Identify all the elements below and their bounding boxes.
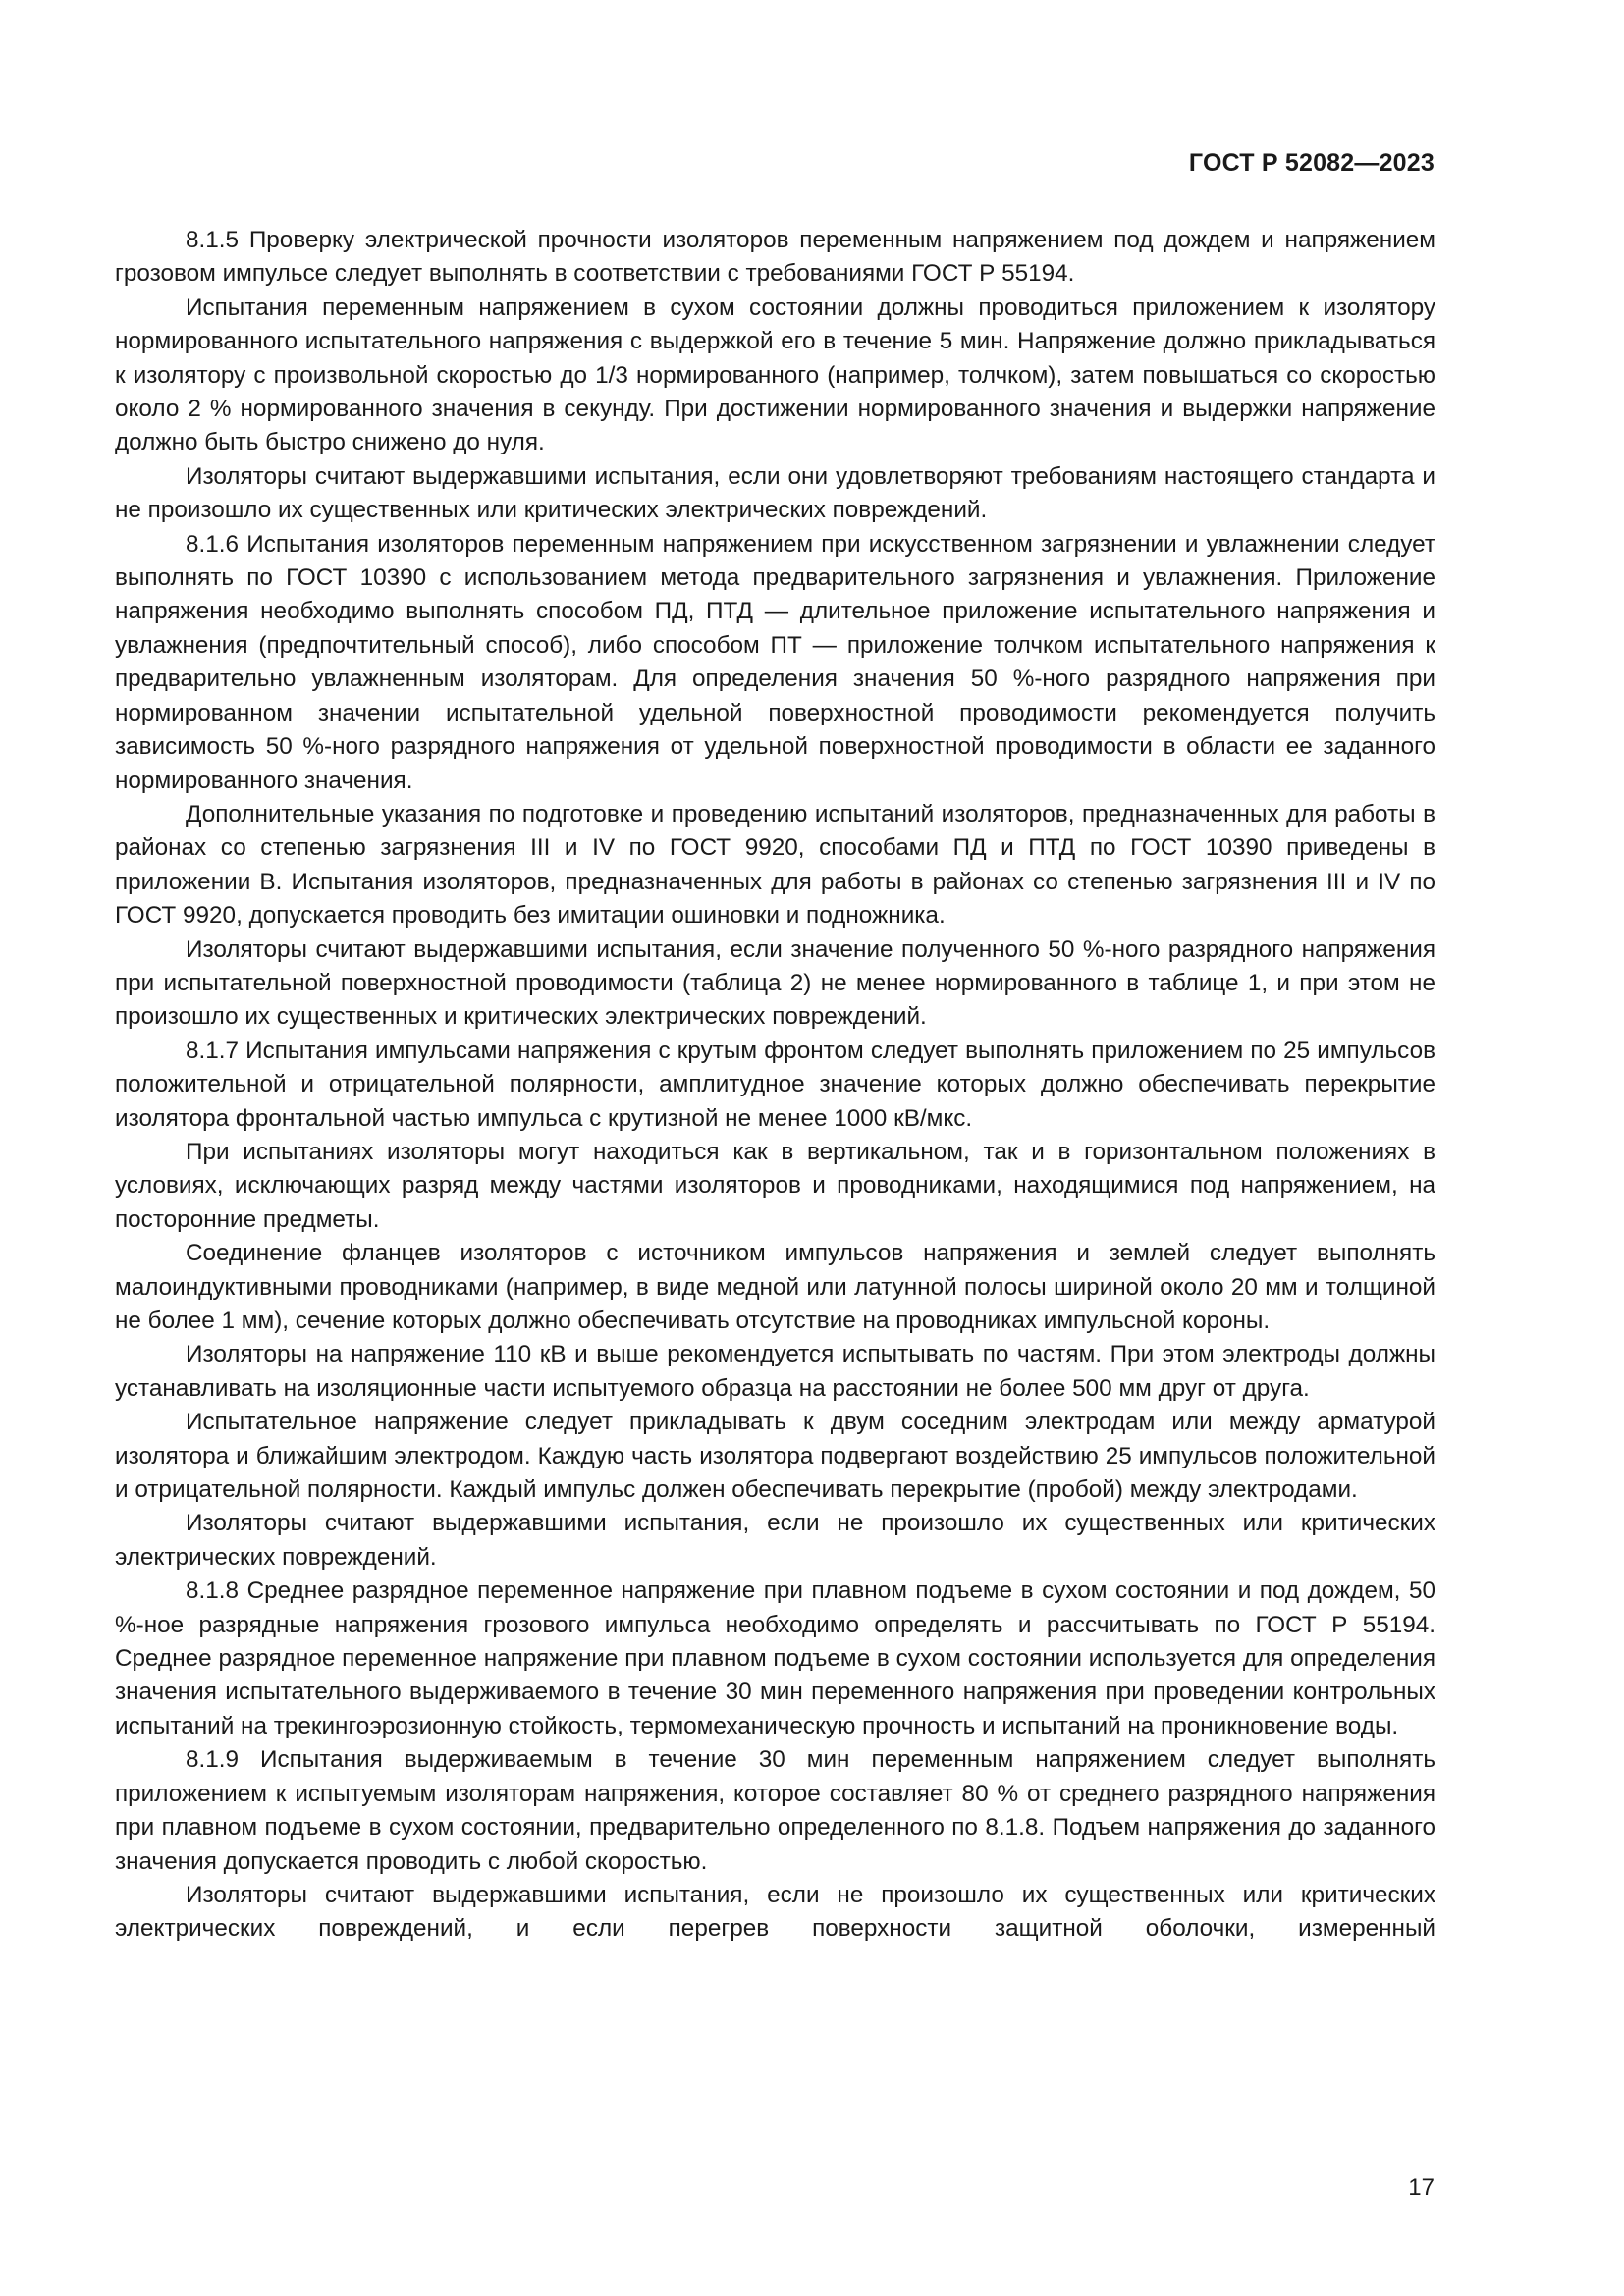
paragraph-8-1-6: 8.1.6 Испытания изоляторов переменным напряжением при искусственном загрязнении и увлажнении следует выполнять по ГОСТ 10390 с использованием метода предварительного загрязнения и увлажнения. Приложение напряжения необходимо выполнять способом ПД, ПТД — длительное приложение испытательного напряжения и увлажнения (предпочтительный способ), либо способом ПТ — приложение толчком испытательного напряжения к предварительно увлажненным изоляторам. Для определения значения 50 %-ного разрядного напряжения при нормированном значении испытательной удельной поверхностной проводимости рекомендуется получить зависимость 50 %-ного разрядного напряжения от удельной поверхностной проводимости в области ее заданного нормированного значения.: [115, 530, 1435, 794]
paragraph: Изоляторы на напряжение 110 кВ и выше рекомендуется испытывать по частям. При этом электроды должны устанавливать на изоляционные части испытуемого образца на расстоянии не более 500 мм друг от друга.: [115, 1341, 1435, 1402]
paragraph: Соединение фланцев изоляторов с источником импульсов напряжения и землей следует выполнять малоиндуктивными проводниками (например, в виде медной или латунной полосы шириной около 20 мм и толщиной не более 1 мм), сечение которых должно обеспечивать отсутствие на проводниках импульсной короны.: [115, 1240, 1435, 1334]
paragraph: При испытаниях изоляторы могут находиться как в вертикальном, так и в горизонтальном положениях в условиях, исключающих разряд между частями изоляторов и проводниками, находящимися под напряжением, на посторонние предметы.: [115, 1138, 1435, 1233]
body-text: [115, 224, 1435, 1947]
paragraph: Изоляторы считают выдержавшими испытания, если не произошло их существенных или критических электрических повреждений.: [115, 1510, 1435, 1571]
paragraph: Изоляторы считают выдержавшими испытания, если значение полученного 50 %-ного разрядного напряжения при испытательной поверхностной проводимости (таблица 2) не менее нормированного в таблице 1, и при этом не произошло их существенных и критических электрических повреждений.: [115, 935, 1435, 1031]
paragraph-8-1-5: 8.1.5 Проверку электрической прочности изоляторов переменным напряжением под дождем и напряжением грозовом импульсе следует выполнять в соответствии с требованиями ГОСТ Р 55194.: [115, 227, 1435, 288]
paragraph-8-1-7: 8.1.7 Испытания импульсами напряжения с крутым фронтом следует выполнять приложением по 25 импульсов положительной и отрицательной полярности, амплитудное значение которых должно обеспечивать перекрытие изолятора фронтальной частью импульса с крутизной не менее 1000 кВ/мкс.: [115, 1037, 1435, 1132]
paragraph-8-1-8: 8.1.8 Среднее разрядное переменное напряжение при плавном подъеме в сухом состоянии и под дождем, 50 %-ное разрядные напряжения грозового импульса необходимо определять и рассчитывать по ГОСТ Р 55194. Среднее разрядное переменное напряжение при плавном подъеме в сухом состоянии используется для определения значения испытательного выдерживаемого в течение 30 мин переменного напряжения при проведении контрольных испытаний на трекингоэрозионную стойкость, термомеханическую прочность и испытаний на проникновение воды.: [115, 1577, 1435, 1739]
document-code-header: ГОСТ Р 52082—2023: [1188, 149, 1435, 177]
page-number: 17: [1408, 2174, 1435, 2201]
paragraph: Испытательное напряжение следует прикладывать к двум соседним электродам или между арматурой изолятора и ближайшим электродом. Каждую часть изолятора подвергают воздействию 25 импульсов положительной и отрицательной полярности. Каждый импульс должен обеспечивать перекрытие (пробой) между электродами.: [115, 1409, 1435, 1504]
paragraph: Испытания переменным напряжением в сухом состоянии должны проводиться приложением к изолятору нормированного испытательного напряжения с выдержкой его в течение 5 мин. Напряжение должно прикладываться к изолятору с произвольной скоростью до 1/3 нормированного (например, толчком), затем повышаться со скоростью около 2 % нормированного значения в секунду. При достижении нормированного значения и выдержки напряжение должно быть быстро снижено до нуля.: [115, 294, 1435, 456]
paragraph-continued: Изоляторы считают выдержавшими испытания, если не произошло их существенных или критических электрических повреждений, и если перегрев поверхности защитной оболочки, измеренный: [115, 1881, 1435, 1943]
paragraph-8-1-9: 8.1.9 Испытания выдерживаемым в течение 30 мин переменным напряжением следует выполнять приложением к испытуемым изоляторам напряжения, которое составляет 80 % от среднего разрядного напряжения при плавном подъеме в сухом состоянии, предварительно определенного по 8.1.8. Подъем напряжения до заданного значения допускается проводить с любой скоростью.: [115, 1746, 1435, 1875]
paragraph: Изоляторы считают выдержавшими испытания, если они удовлетворяют требованиям настоящего стандарта и не произошло их существенных или критических электрических повреждений.: [115, 462, 1435, 524]
paragraph: Дополнительные указания по подготовке и проведению испытаний изоляторов, предназначенных для работы в районах со степенью загрязнения III и IV по ГОСТ 9920, способами ПД и ПТД по ГОСТ 10390 приведены в приложении В. Испытания изоляторов, предназначенных для работы в районах со степенью загрязнения III и IV по ГОСТ 9920, допускается проводить без имитации ошиновки и подножника.: [115, 800, 1435, 930]
